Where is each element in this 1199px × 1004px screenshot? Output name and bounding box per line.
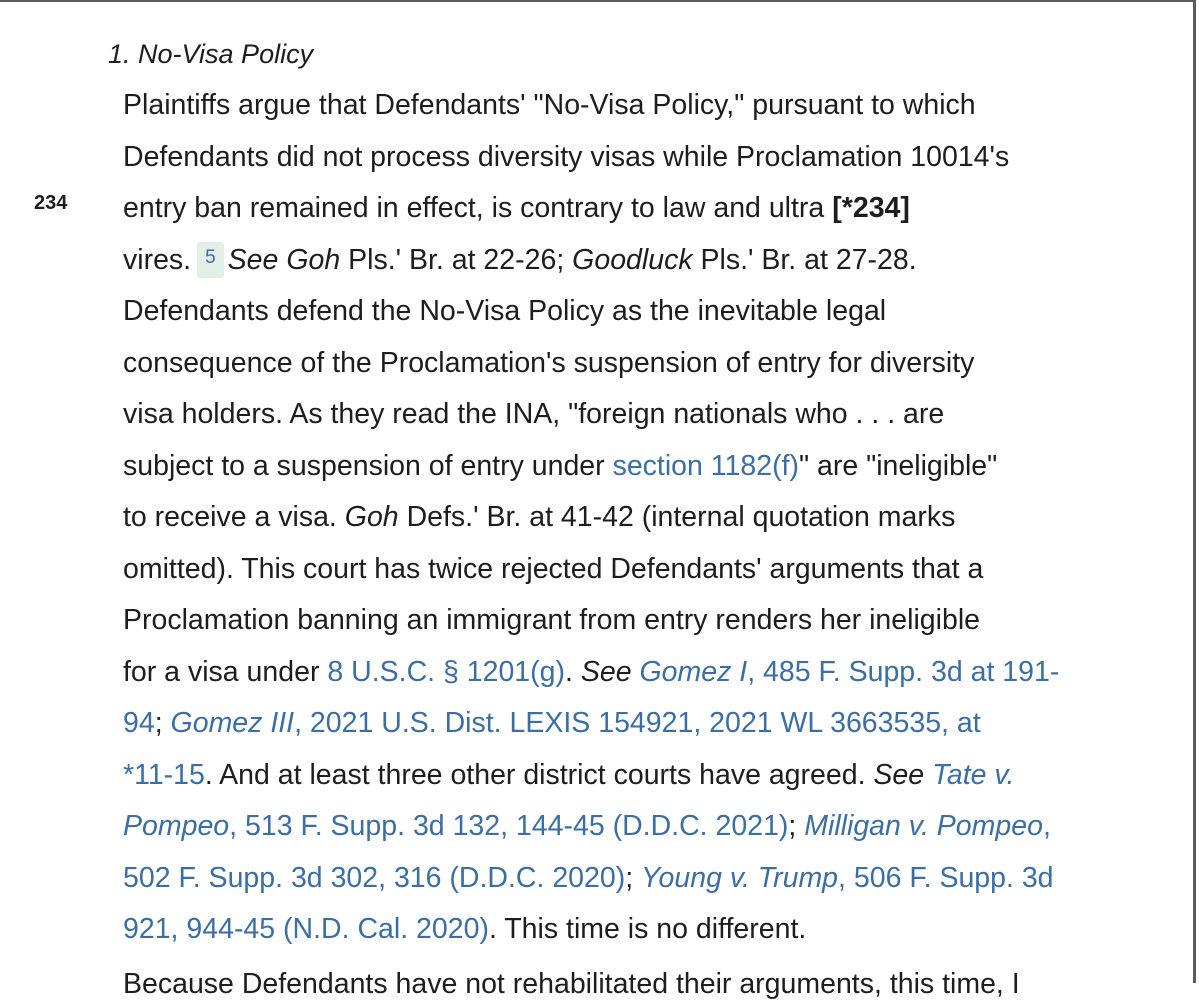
text: Pls.' Br. at 27-28. [700,243,917,276]
text: Defs.' Br. at 41-42 (internal quotation marks [406,501,956,533]
text: . And at least three other district courts have agreed. [204,758,866,791]
text-line [123,698,1063,750]
case-name: Gomez III [170,707,295,739]
citation-text: , [1042,810,1051,842]
case-citation-link[interactable]: 94 [123,707,155,739]
case-citation-link[interactable] [641,862,1053,894]
text-line [123,389,1063,441]
text-line [123,80,1063,132]
text-line [123,441,1063,493]
text-line [123,286,1063,338]
case-name: Pompeo [123,810,230,842]
case-citation-link[interactable]: Tate v. [932,758,1015,791]
signal-see: See [580,655,632,688]
section-heading: 1. No-Visa Policy [108,39,314,69]
text: subject to a suspension of entry under [123,449,605,482]
footnote-link[interactable]: 5 [197,242,224,278]
text: . [565,655,573,688]
page-number-marker: 234 [34,192,68,214]
text-line [123,338,1063,390]
citation-text: , 513 F. Supp. 3d 132, 144-45 (D.D.C. 2021) [229,810,789,842]
statute-link[interactable]: section 1182(f) [612,449,799,482]
case-name: Goh [286,243,341,276]
statute-link[interactable]: 8 U.S.C. § 1201(g) [327,655,565,688]
case-name: Goodluck [572,243,693,276]
case-citation-link[interactable]: 502 F. Supp. 3d 302, 316 (D.D.C. 2020) [123,861,626,894]
text: ; [154,707,163,739]
signal-see: See [873,758,925,791]
text-line [123,853,1063,905]
citation-text: , 485 F. Supp. 3d at 191- [747,655,1060,688]
text-line [123,235,1063,287]
case-citation-link[interactable]: *11-15 [123,758,205,791]
case-name: Milligan v. Pompeo [804,810,1043,842]
text-line [123,183,1063,235]
citation-text: , 506 F. Supp. 3d [838,861,1054,894]
case-citation-link[interactable] [804,810,1051,842]
signal-see: See [227,243,279,276]
text: Proclamation banning an immigrant from entry renders her ineligible [123,604,981,636]
text-line [123,132,1063,184]
text-line [123,904,1063,956]
text: . This time is no different. [488,913,807,945]
citation-text: , 2021 U.S. Dist. LEXIS 154921, 2021 WL 3663535, at [294,707,981,739]
text: Plaintiffs argue that Defendants' "No-Visa Policy," pursuant to which [123,89,976,121]
text-line [123,801,1063,853]
case-citation-link[interactable]: 921, 944-45 (N.D. Cal. 2020) [123,913,489,945]
text: " are "ineligible" [798,449,998,482]
text: Defendants defend the No-Visa Policy as the inevitable legal [123,295,887,327]
text: for a visa under [123,655,320,688]
text: visa holders. As they read the INA, "foreign nationals who . . . are [123,398,945,430]
text: vires. [123,243,192,276]
next-paragraph-partial: Because Defendants have not rehabilitated their arguments, this time, I [123,968,1020,1000]
text: ; [788,810,797,842]
text: to receive a visa. [123,501,337,533]
text: consequence of the Proclamation's suspension of entry for diversity [123,346,975,379]
case-citation-link[interactable] [171,707,981,739]
text-line [123,544,1063,596]
text-line [123,647,1063,699]
text-line [123,750,1063,802]
case-citation-link[interactable] [639,656,1059,688]
text: omitted). This court has twice rejected Defendants' arguments that a [123,552,984,585]
text: Pls.' Br. at 22-26; [348,243,565,276]
case-citation-link[interactable] [123,810,788,842]
text-line [123,492,1063,544]
text: Defendants did not process diversity visas while Proclamation 10014's [123,140,1010,173]
text: entry ban remained in effect, is contrary to law and ultra [123,192,825,224]
text: ; [625,861,634,894]
case-name: Young v. Trump [641,861,839,894]
text-line [123,595,1063,647]
case-name: Goh [344,501,399,533]
opinion-paragraph [123,80,1063,956]
star-page-marker: [*234] [832,192,910,224]
case-name: Gomez I [639,655,748,688]
